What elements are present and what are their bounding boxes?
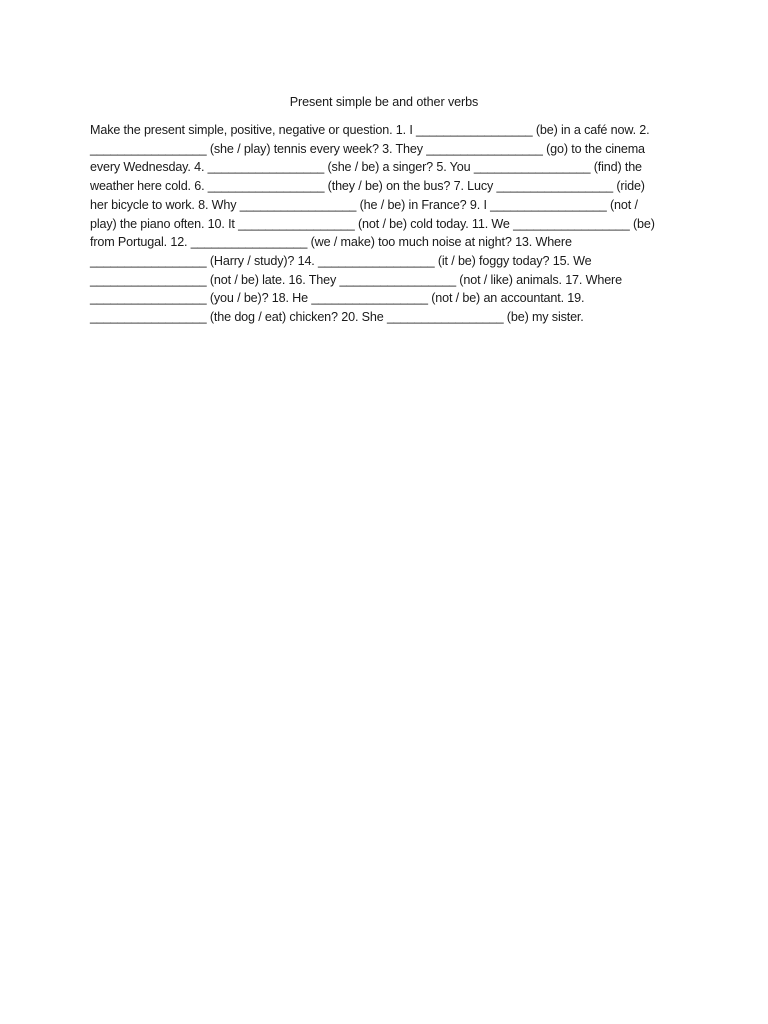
exercise-line: weather here cold. 6. _________________ (they / be) on the bus? 7. Lucy _________________ (ride) [90,179,645,194]
exercise-line: _________________ (the dog / eat) chicken? 20. She _________________ (be) my sister. [90,310,584,325]
document-title: Present simple be and other verbs [289,95,479,109]
exercise-line: play) the piano often. 10. It _________________ (not / be) cold today. 11. We _________________ (be) [90,216,655,231]
exercise-text [90,121,690,327]
exercise-line: Make the present simple, positive, negative or question. 1. I _________________ (be) in a café now. 2. [90,123,650,137]
exercise-line: every Wednesday. 4. _________________ (she / be) a singer? 5. You _________________ (find) the [90,160,642,175]
exercise-line: _________________ (not / be) late. 16. They _________________ (not / like) animals. 17. Where [90,272,622,287]
exercise-line: her bicycle to work. 8. Why _________________ (he / be) in France? 9. I _________________ (not / [90,197,638,212]
exercise-line: _________________ (Harry / study)? 14. _________________ (it / be) foggy today? 15. We [90,253,592,268]
exercise-line: _________________ (she / play) tennis every week? 3. They _________________ (go) to the cinema [90,141,645,156]
exercise-line: from Portugal. 12. _________________ (we / make) too much noise at night? 13. Where [90,235,572,250]
exercise-line: _________________ (you / be)? 18. He _________________ (not / be) an accountant. 19. [90,291,585,306]
